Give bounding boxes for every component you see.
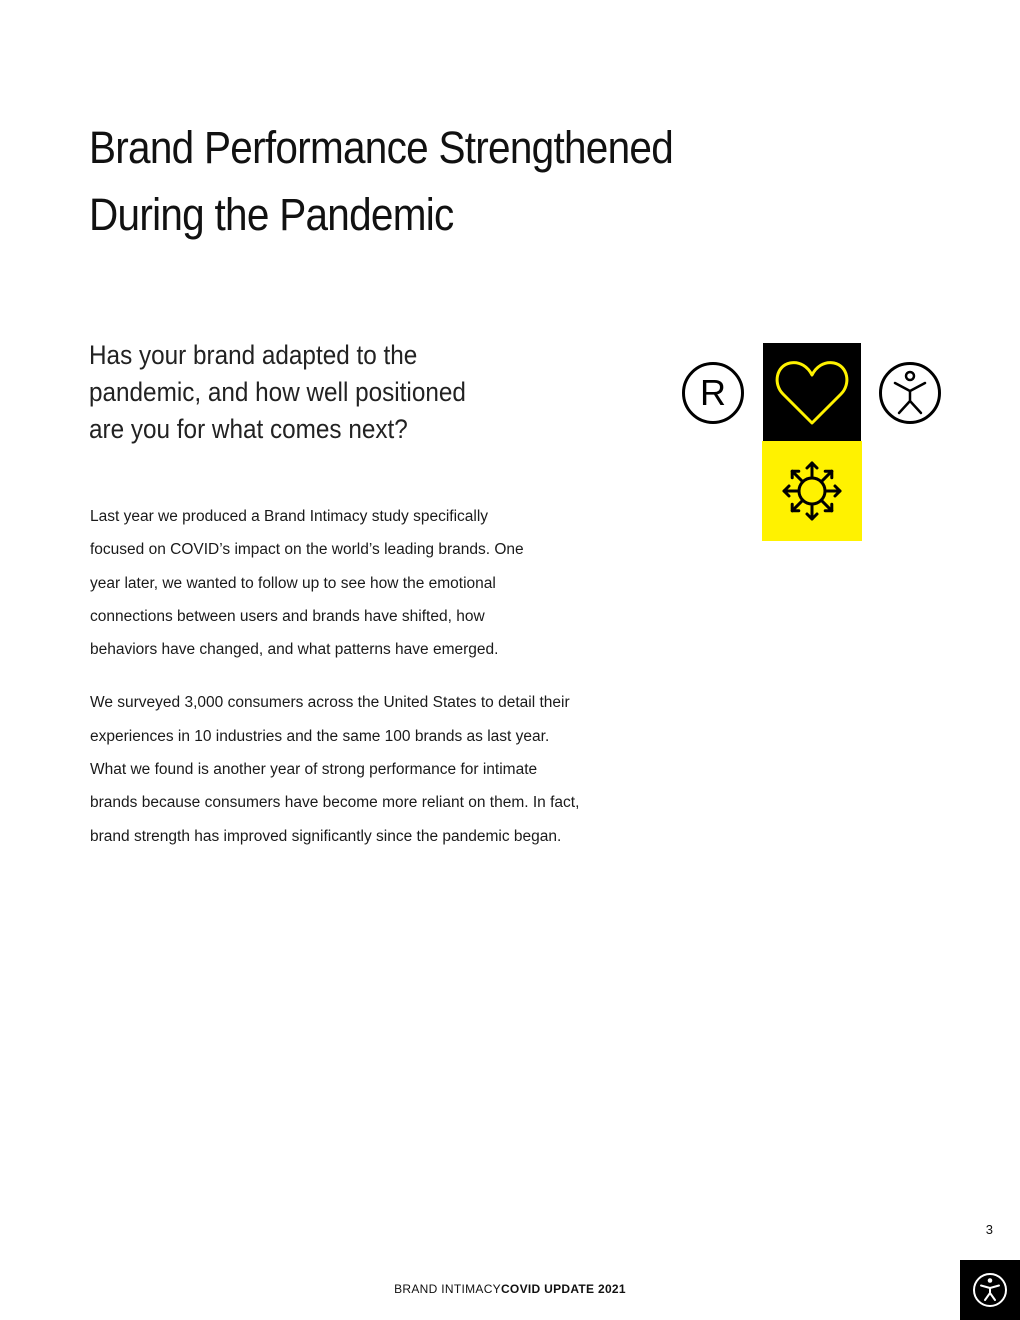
registered-icon	[681, 361, 745, 425]
page-subtitle-line: pandemic, and how well positioned	[89, 377, 466, 407]
registered-letter: R	[700, 372, 726, 413]
page-title	[89, 114, 719, 248]
footer	[0, 1282, 1020, 1296]
page-number: 3	[985, 1222, 993, 1237]
page-subtitle-line: are you for what comes next?	[89, 414, 408, 444]
body-text	[90, 500, 690, 873]
page-title-line: During the Pandemic	[89, 189, 454, 240]
body-line: connections between users and brands have shifted, how	[90, 607, 485, 625]
body-line: year later, we wanted to follow up to see how the emotional	[90, 574, 496, 592]
body-line: focused on COVID’s impact on the world’s leading brands. One	[90, 541, 524, 559]
person-icon	[878, 361, 942, 425]
body-line: brands because consumers have become more reliant on them. In fact,	[90, 794, 580, 812]
page-subtitle-line: Has your brand adapted to the	[89, 340, 418, 370]
brand-icon-cluster	[680, 342, 944, 542]
body-line: experiences in 10 industries and the same 100 brands as last year.	[90, 727, 550, 745]
body-paragraph-1	[90, 500, 690, 666]
body-line: What we found is another year of strong performance for intimate	[90, 761, 538, 779]
body-line: brand strength has improved significantly since the pandemic began.	[90, 827, 562, 845]
footer-edition: COVID UPDATE 2021	[500, 1282, 626, 1296]
accessibility-icon	[960, 1260, 1020, 1320]
body-line: We surveyed 3,000 consumers across the United States to detail their	[90, 694, 570, 712]
accessibility-button[interactable]	[960, 1260, 1020, 1320]
body-line: behaviors have changed, and what patterns have emerged.	[90, 641, 499, 659]
page-subtitle	[89, 337, 521, 448]
footer-publication: BRAND INTIMACY	[394, 1282, 501, 1296]
body-line: Last year we produced a Brand Intimacy study specifically	[90, 508, 489, 525]
body-paragraph-2	[90, 686, 690, 852]
heart-icon	[763, 343, 861, 441]
page-title-line: Brand Performance Strengthened	[89, 122, 674, 173]
virus-icon	[762, 441, 862, 541]
